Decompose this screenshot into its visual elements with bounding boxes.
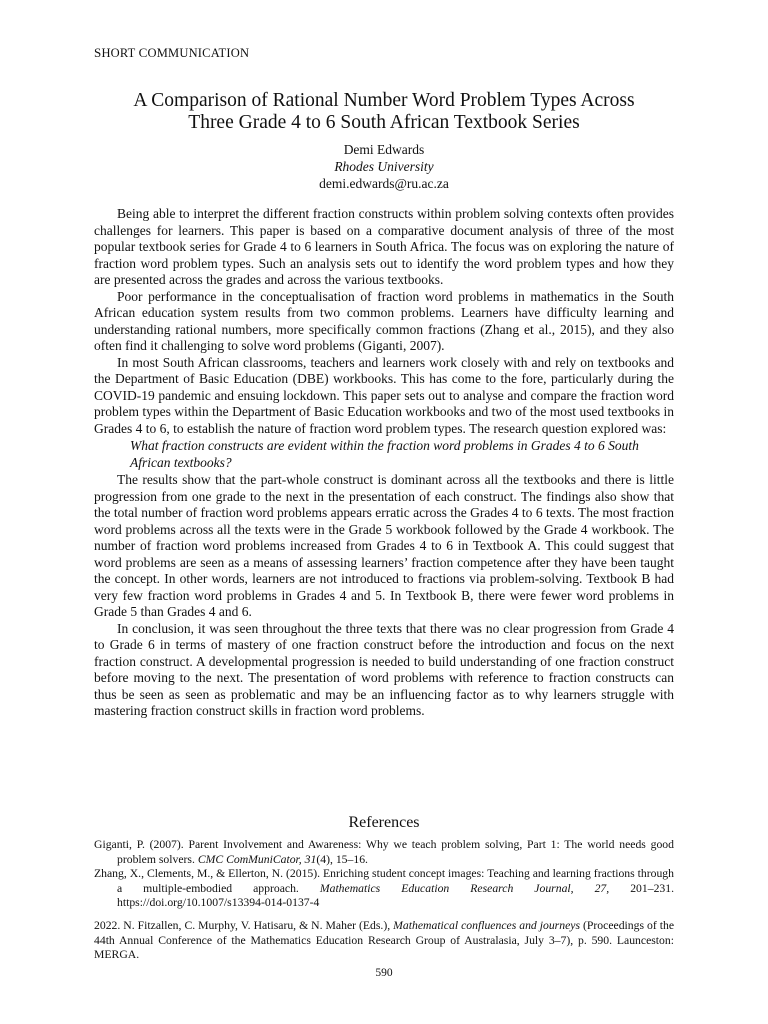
- section-label-initial-1: S: [94, 45, 102, 60]
- reference-2-pages: 201–231. https://doi.org/10.1007/s13394-014-0137-4: [117, 881, 675, 909]
- footer-proceedings-title: Mathematical confluences and journeys: [393, 919, 580, 932]
- body-paragraph-1: Being able to interpret the different fraction constructs within problem solving contexts often provides challenges for learners. This paper is based on a comparative document analysis of three of the most popular textbook series for Grade 4 to 6 learners in South Africa. The focus was on exploring the nature of fraction word problem types. Such an analysis sets out to identify the word problem types and how they are presented across the grades and across the various textbooks.: [94, 206, 674, 287]
- reference-1-journal: CMC ComMuniCator, 31: [197, 852, 317, 866]
- research-question: What fraction constructs are evident within the fraction word problems in Grades 4 to 6 South African textbooks?: [130, 438, 639, 470]
- references-list: [94, 838, 674, 911]
- paper-title-line-2: Three Grade 4 to 6 South African Textbook Series: [188, 112, 580, 133]
- reference-1-text: Giganti, P. (2007). Parent Involvement and Awareness: Why we teach problem solving, Part 1: The world needs good problem solvers.: [94, 838, 674, 866]
- proceedings-footer: [94, 919, 674, 963]
- paper-title-line-1: A Comparison of Rational Number Word Problem Types Across: [133, 90, 635, 111]
- footer-editors: 2022. N. Fitzallen, C. Murphy, V. Hatisaru, & N. Maher (Eds.),: [94, 919, 391, 932]
- reference-2-text: Zhang, X., Clements, M., & Ellerton, N. (2015). Enriching student concept images: Teaching and learning fractions through a multiple-embodied approach.: [94, 867, 674, 895]
- references-heading: References: [348, 814, 420, 831]
- body-paragraph-5: In conclusion, it was seen throughout the three texts that there was no clear progression from Grade 4 to Grade 6 in terms of mastery of one fraction construct before the introduction and focus on the next fraction construct. A developmental progression is needed to build understanding of one fraction construct before moving to the next. The presentation of word problems with reference to fraction constructs can thus be seen as seen as problematic and may be an influencing factor as to why learners struggle with mastering fraction construct skills in fraction word problems.: [94, 620, 674, 718]
- paper-title: [94, 90, 674, 134]
- abstract-body: [94, 206, 674, 720]
- author-email: demi.edwards@ru.ac.za: [319, 176, 449, 191]
- author-name: Demi Edwards: [343, 142, 425, 157]
- section-label-rest-2: OMMUNICATION: [147, 46, 250, 60]
- body-paragraph-3: In most South African classrooms, teachers and learners work closely with and rely on textbooks and the Department of Basic Education (DBE) workbooks. This has come to the fore, particularly during the COVID-19 pandemic and ensuing lockdown. This paper sets out to analyse and compare the fraction word problem types within the Department of Basic Education workbooks and two of the most used textbooks in Grades 4 to 6, to establish the nature of fraction word problem types. The research question explored was:: [94, 354, 674, 436]
- section-label-rest-1: HORT: [101, 46, 139, 60]
- reference-1-pages: (4), 15–16.: [316, 852, 368, 866]
- reference-2-journal: Mathematics Education Research Journal, 27,: [319, 881, 610, 895]
- page-number: 590: [375, 967, 393, 979]
- reference-item: [94, 867, 674, 911]
- author-block: [94, 141, 674, 192]
- reference-item: [94, 838, 674, 867]
- section-label: [94, 45, 249, 61]
- section-label-initial-2: C: [138, 45, 148, 60]
- body-paragraph-4: The results show that the part-whole construct is dominant across all the textbooks and there is little progression from one grade to the next in the presentation of each construct. The findings also show that the total number of fraction word problems appears erratic across the Grades 4 to 6 texts. The most fraction word problems across all the texts were in the Grade 5 workbook followed by the Grade 4 workbook. The number of fraction word problems increased from Grades 4 to 6 in Textbook A. This could suggest that word problems are seen as a means of assessing learners’ fraction competence after they have been taught the concept. In other words, learners are not introduced to fractions via problem-solving. Textbook B had very few fraction word problems in Grades 4 and 5. In Textbook B, there were fewer word problems in Grade 5 than Grades 4 and 6.: [94, 472, 674, 619]
- author-affiliation: Rhodes University: [334, 159, 434, 174]
- body-paragraph-2: Poor performance in the conceptualisation of fraction word problems in mathematics in the South African education system results from two common problems. Learners have difficulty learning and understanding rational numbers, more specifically common fractions (Zhang et al., 2015), and they also often find it challenging to solve word problems (Giganti, 2007).: [94, 288, 674, 353]
- footer-conference: (Proceedings of the 44th Annual Conference of the Mathematics Education Research Group of Australasia, July 3–7), p. 590. Launceston: MERGA.: [94, 919, 675, 961]
